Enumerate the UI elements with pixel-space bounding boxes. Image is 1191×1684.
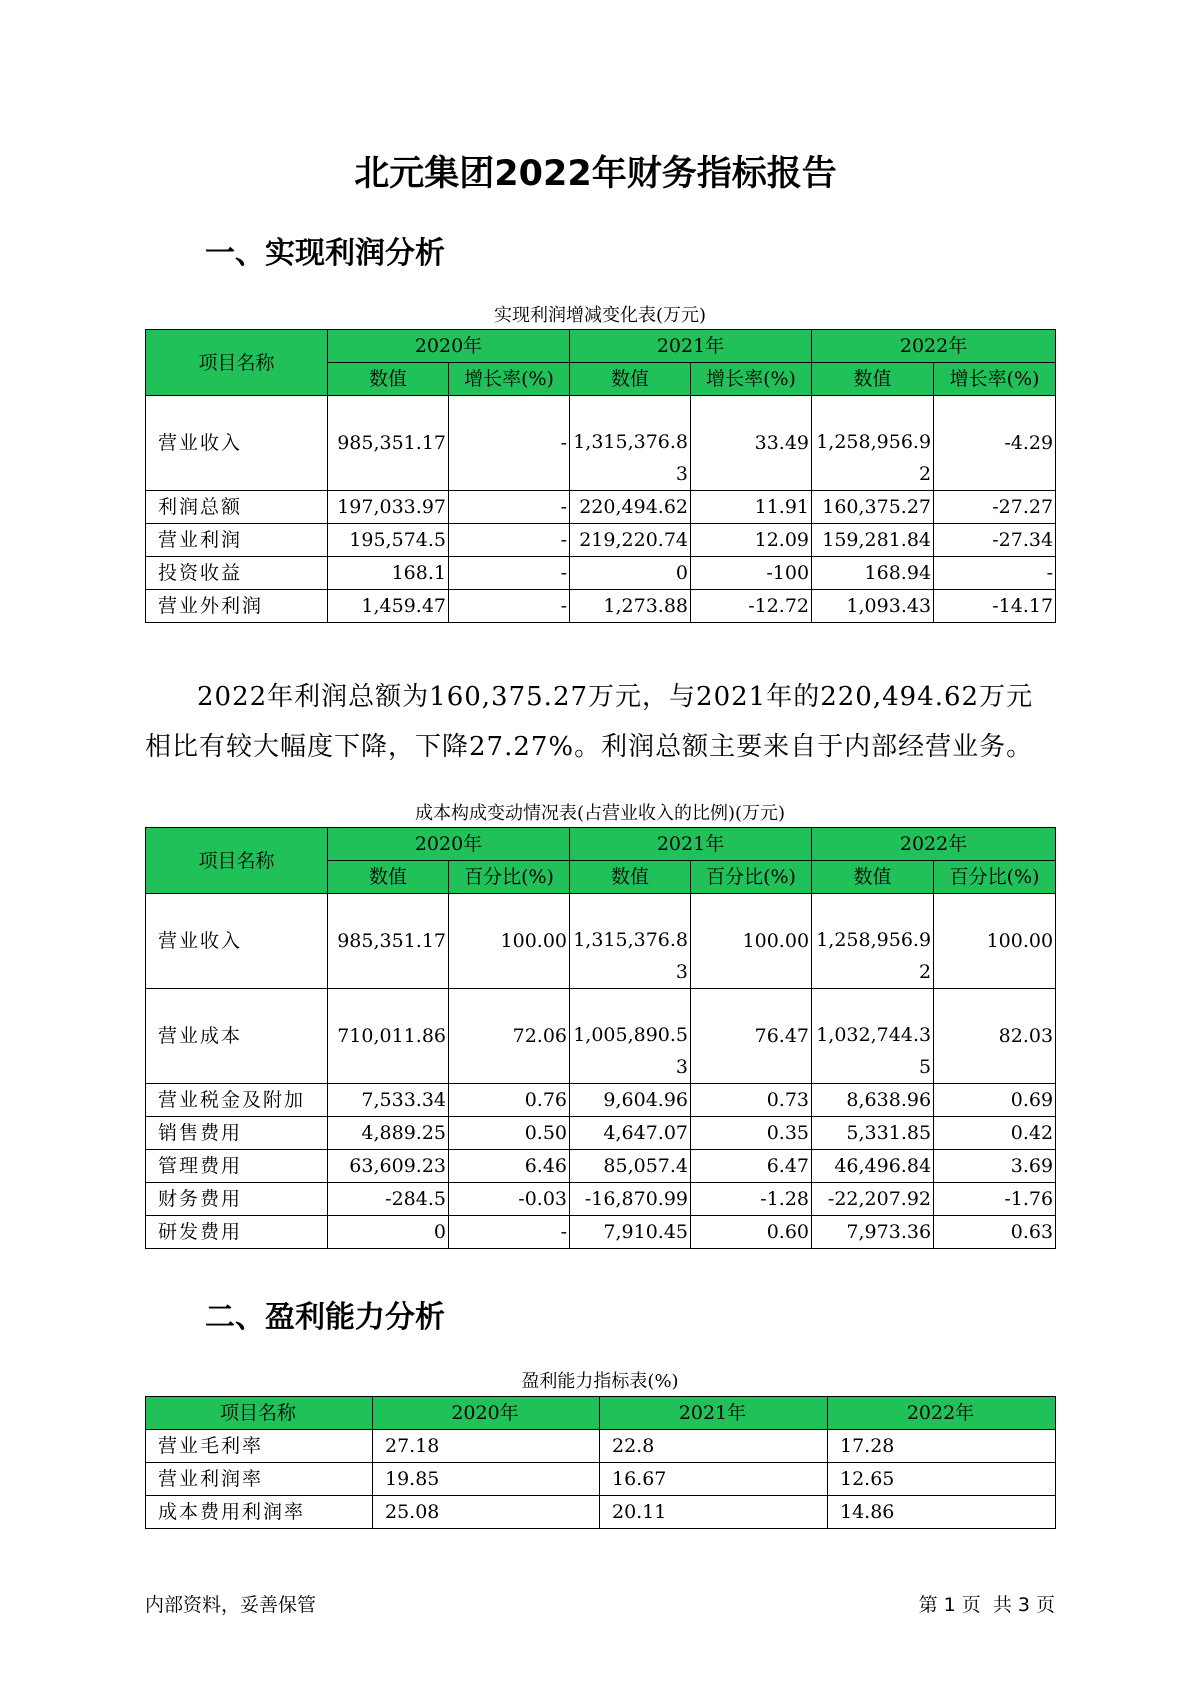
header-year-2022: 2022年 bbox=[828, 1397, 1056, 1430]
table-cell: 159,281.84 bbox=[812, 524, 934, 557]
row-label: 营业毛利率 bbox=[146, 1430, 373, 1463]
table-cell: 17.28 bbox=[828, 1430, 1056, 1463]
table-row bbox=[146, 989, 1056, 1084]
analysis-paragraph: 2022年利润总额为160,375.27万元，与2021年的220,494.62万元相比有较大幅度下降，下降27.27%。利润总额主要来自于内部经营业务。 bbox=[145, 682, 1034, 762]
row-label: 管理费用 bbox=[146, 1150, 328, 1183]
table-caption-cost: 成本构成变动情况表(占营业收入的比例)(万元) bbox=[414, 803, 786, 824]
table-cell: 0.42 bbox=[934, 1117, 1056, 1150]
table-cell: 85,057.4 bbox=[570, 1150, 691, 1183]
row-label: 投资收益 bbox=[146, 557, 328, 590]
table-cell: 0.35 bbox=[691, 1117, 812, 1150]
header-year-2021: 2021年 bbox=[600, 1397, 828, 1430]
row-label: 营业收入 bbox=[146, 396, 328, 491]
table-row bbox=[146, 590, 1056, 623]
table-cell: 20.11 bbox=[600, 1496, 828, 1529]
table-cell: 6.47 bbox=[691, 1150, 812, 1183]
table-cell: 1,273.88 bbox=[570, 590, 691, 623]
header-year-2020: 2020年 bbox=[373, 1397, 600, 1430]
row-label: 营业利润 bbox=[146, 524, 328, 557]
table-cell: 8,638.96 bbox=[812, 1084, 934, 1117]
table-cell: - bbox=[449, 557, 570, 590]
header-year-2020: 2020年 bbox=[328, 828, 570, 861]
table-cell: 4,647.07 bbox=[570, 1117, 691, 1150]
table-cell: 1,093.43 bbox=[812, 590, 934, 623]
table-row bbox=[146, 1150, 1056, 1183]
table-cell: 27.18 bbox=[373, 1430, 600, 1463]
table-row bbox=[146, 1183, 1056, 1216]
table-cell: 5,331.85 bbox=[812, 1117, 934, 1150]
table-cell: 76.47 bbox=[691, 989, 812, 1084]
table-cell: 0 bbox=[328, 1216, 449, 1249]
table-cell: 7,973.36 bbox=[812, 1216, 934, 1249]
table-cell: 12.09 bbox=[691, 524, 812, 557]
table-cell: 0.69 bbox=[934, 1084, 1056, 1117]
section-heading-profitability: 二、盈利能力分析 bbox=[205, 1300, 445, 1335]
table-cell: -0.03 bbox=[449, 1183, 570, 1216]
row-label: 财务费用 bbox=[146, 1183, 328, 1216]
header-percent: 百分比(%) bbox=[934, 861, 1056, 894]
table-cell: 1,032,744.35 bbox=[812, 989, 934, 1084]
cost-structure-table bbox=[145, 827, 1056, 1249]
page-title: 北元集团2022年财务指标报告 bbox=[354, 154, 837, 194]
table-cell: -12.72 bbox=[691, 590, 812, 623]
table-row bbox=[146, 1084, 1056, 1117]
table-cell: -100 bbox=[691, 557, 812, 590]
table-cell: 710,011.86 bbox=[328, 989, 449, 1084]
table-cell: 22.8 bbox=[600, 1430, 828, 1463]
table-cell: -27.27 bbox=[934, 491, 1056, 524]
table-cell: 82.03 bbox=[934, 989, 1056, 1084]
table-cell: 195,574.5 bbox=[328, 524, 449, 557]
table-cell: 160,375.27 bbox=[812, 491, 934, 524]
header-value: 数值 bbox=[570, 363, 691, 396]
table-cell: 11.91 bbox=[691, 491, 812, 524]
row-label: 营业收入 bbox=[146, 894, 328, 989]
header-year-2022: 2022年 bbox=[812, 330, 1056, 363]
table-cell: 63,609.23 bbox=[328, 1150, 449, 1183]
table-cell: -16,870.99 bbox=[570, 1183, 691, 1216]
header-growth: 增长率(%) bbox=[934, 363, 1056, 396]
table-row bbox=[146, 1496, 1056, 1529]
table-cell: -22,207.92 bbox=[812, 1183, 934, 1216]
table-cell: 9,604.96 bbox=[570, 1084, 691, 1117]
table-cell: 1,258,956.92 bbox=[812, 396, 934, 491]
row-label: 营业成本 bbox=[146, 989, 328, 1084]
table-cell: 0.76 bbox=[449, 1084, 570, 1117]
table-cell: 14.86 bbox=[828, 1496, 1056, 1529]
header-year-2022: 2022年 bbox=[812, 828, 1056, 861]
table-cell: 0.50 bbox=[449, 1117, 570, 1150]
row-label: 销售费用 bbox=[146, 1117, 328, 1150]
table-row bbox=[146, 1463, 1056, 1496]
table-cell: - bbox=[449, 590, 570, 623]
table-row bbox=[146, 894, 1056, 989]
header-year-2020: 2020年 bbox=[328, 330, 570, 363]
header-value: 数值 bbox=[328, 363, 449, 396]
table-row bbox=[146, 524, 1056, 557]
table-cell: -1.28 bbox=[691, 1183, 812, 1216]
header-value: 数值 bbox=[328, 861, 449, 894]
table-cell: 16.67 bbox=[600, 1463, 828, 1496]
table-cell: 0.63 bbox=[934, 1216, 1056, 1249]
footer-page-number: 第 1 页 共 3 页 bbox=[918, 1594, 1055, 1616]
table-cell: 12.65 bbox=[828, 1463, 1056, 1496]
header-item-name: 项目名称 bbox=[146, 828, 328, 894]
table-caption-profit: 实现利润增减变化表(万元) bbox=[493, 305, 707, 326]
table-caption-profitability: 盈利能力指标表(%) bbox=[521, 1371, 679, 1392]
header-item-name: 项目名称 bbox=[146, 1397, 373, 1430]
row-label: 营业外利润 bbox=[146, 590, 328, 623]
header-percent: 百分比(%) bbox=[691, 861, 812, 894]
header-year-2021: 2021年 bbox=[570, 330, 812, 363]
table-cell: 168.1 bbox=[328, 557, 449, 590]
row-label: 研发费用 bbox=[146, 1216, 328, 1249]
profitability-table bbox=[145, 1396, 1056, 1529]
table-cell: 0.73 bbox=[691, 1084, 812, 1117]
table-cell: 25.08 bbox=[373, 1496, 600, 1529]
table-cell: 72.06 bbox=[449, 989, 570, 1084]
table-cell: -27.34 bbox=[934, 524, 1056, 557]
table-cell: 6.46 bbox=[449, 1150, 570, 1183]
header-growth: 增长率(%) bbox=[691, 363, 812, 396]
table-cell: 1,258,956.92 bbox=[812, 894, 934, 989]
row-label: 营业税金及附加 bbox=[146, 1084, 328, 1117]
header-item-name: 项目名称 bbox=[146, 330, 328, 396]
table-cell: 7,910.45 bbox=[570, 1216, 691, 1249]
table-row bbox=[146, 557, 1056, 590]
table-cell: -1.76 bbox=[934, 1183, 1056, 1216]
table-cell: 1,459.47 bbox=[328, 590, 449, 623]
table-cell: -4.29 bbox=[934, 396, 1056, 491]
row-label: 成本费用利润率 bbox=[146, 1496, 373, 1529]
table-cell: 19.85 bbox=[373, 1463, 600, 1496]
table-cell: 33.49 bbox=[691, 396, 812, 491]
table-cell: 0 bbox=[570, 557, 691, 590]
header-value: 数值 bbox=[812, 363, 934, 396]
table-cell: 220,494.62 bbox=[570, 491, 691, 524]
header-growth: 增长率(%) bbox=[449, 363, 570, 396]
table-cell: 1,315,376.83 bbox=[570, 894, 691, 989]
table-cell: - bbox=[449, 491, 570, 524]
table-cell: -284.5 bbox=[328, 1183, 449, 1216]
table-row bbox=[146, 491, 1056, 524]
row-label: 利润总额 bbox=[146, 491, 328, 524]
profit-change-table bbox=[145, 329, 1056, 623]
table-cell: - bbox=[449, 524, 570, 557]
table-cell: 100.00 bbox=[449, 894, 570, 989]
table-cell: 1,315,376.83 bbox=[570, 396, 691, 491]
table-cell: 100.00 bbox=[934, 894, 1056, 989]
table-cell: 168.94 bbox=[812, 557, 934, 590]
table-cell: - bbox=[934, 557, 1056, 590]
header-value: 数值 bbox=[812, 861, 934, 894]
header-year-2021: 2021年 bbox=[570, 828, 812, 861]
table-cell: 219,220.74 bbox=[570, 524, 691, 557]
footer-confidential: 内部资料，妥善保管 bbox=[145, 1594, 317, 1616]
row-label: 营业利润率 bbox=[146, 1463, 373, 1496]
header-value: 数值 bbox=[570, 861, 691, 894]
table-cell: - bbox=[449, 1216, 570, 1249]
section-heading-profit: 一、实现利润分析 bbox=[205, 236, 445, 271]
table-cell: 0.60 bbox=[691, 1216, 812, 1249]
table-cell: 7,533.34 bbox=[328, 1084, 449, 1117]
table-cell: 46,496.84 bbox=[812, 1150, 934, 1183]
table-cell: 985,351.17 bbox=[328, 396, 449, 491]
table-cell: 4,889.25 bbox=[328, 1117, 449, 1150]
table-row bbox=[146, 396, 1056, 491]
table-cell: -14.17 bbox=[934, 590, 1056, 623]
table-row bbox=[146, 1117, 1056, 1150]
table-cell: - bbox=[449, 396, 570, 491]
table-cell: 1,005,890.53 bbox=[570, 989, 691, 1084]
table-cell: 985,351.17 bbox=[328, 894, 449, 989]
header-percent: 百分比(%) bbox=[449, 861, 570, 894]
table-cell: 100.00 bbox=[691, 894, 812, 989]
table-row bbox=[146, 1430, 1056, 1463]
table-cell: 3.69 bbox=[934, 1150, 1056, 1183]
table-row bbox=[146, 1216, 1056, 1249]
table-cell: 197,033.97 bbox=[328, 491, 449, 524]
